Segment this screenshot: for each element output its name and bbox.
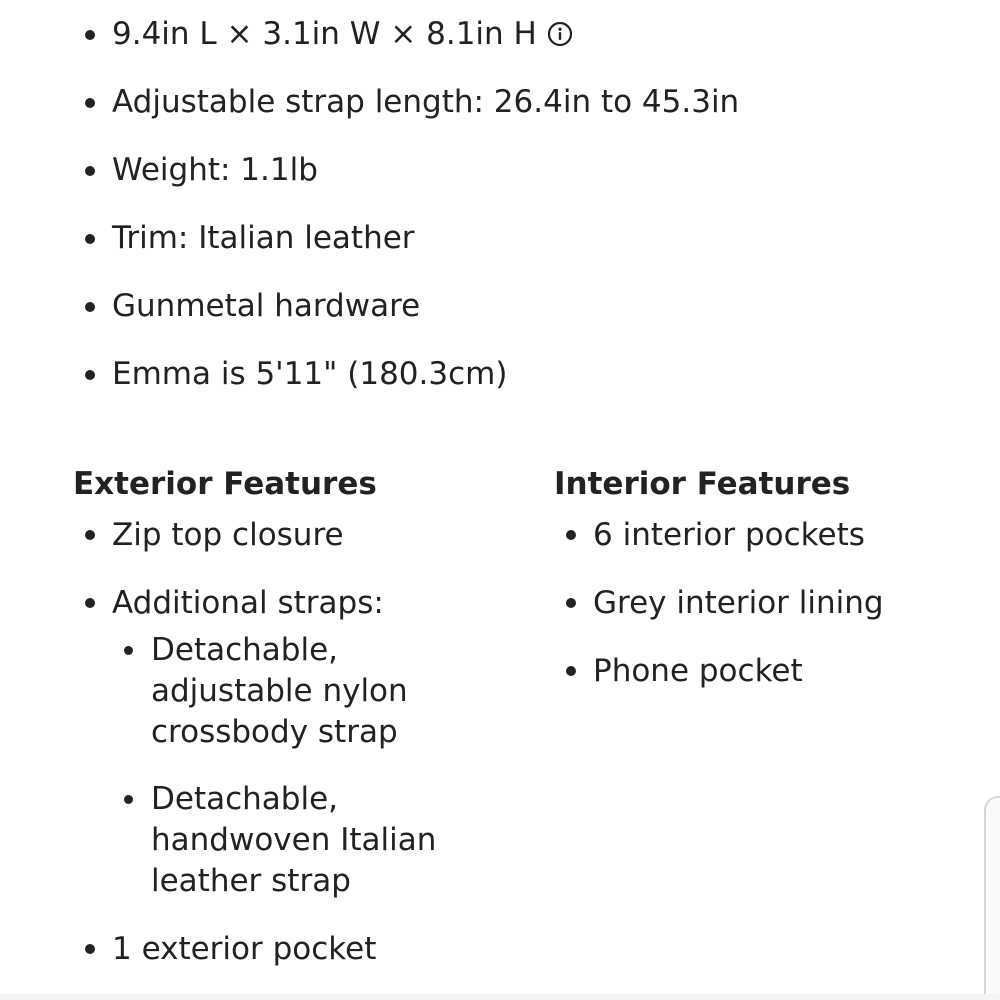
spec-weight bbox=[0, 144, 1000, 212]
product-specs-list bbox=[0, 8, 1000, 416]
exterior-feature-text: Zip top closure bbox=[112, 517, 344, 553]
interior-feature-text: Phone pocket bbox=[593, 653, 803, 689]
spec-strap-length-text: Adjustable strap length: 26.4in to 45.3in bbox=[112, 84, 740, 120]
exterior-feature-item bbox=[73, 928, 513, 970]
spec-strap-length bbox=[0, 76, 1000, 144]
interior-features-section bbox=[554, 462, 974, 718]
bullet-icon bbox=[566, 598, 576, 608]
bullet-icon bbox=[85, 302, 95, 312]
interior-feature-item bbox=[554, 582, 974, 624]
strap-option-item bbox=[112, 779, 451, 902]
bullet-icon bbox=[85, 98, 95, 108]
interior-features-list bbox=[554, 514, 974, 692]
bullet-icon bbox=[85, 530, 95, 540]
bottom-divider bbox=[0, 994, 1000, 1000]
interior-feature-text: 6 interior pockets bbox=[593, 517, 865, 553]
spec-dimensions-text: 9.4in L × 3.1in W × 8.1in H bbox=[112, 16, 537, 52]
floating-panel-edge[interactable] bbox=[984, 796, 1000, 1000]
spec-hardware bbox=[0, 280, 1000, 348]
interior-feature-item bbox=[554, 514, 974, 556]
bullet-icon bbox=[124, 646, 133, 655]
spec-hardware-text: Gunmetal hardware bbox=[112, 288, 421, 324]
bullet-icon bbox=[566, 666, 576, 676]
exterior-features-list bbox=[73, 514, 513, 970]
spec-model-height bbox=[0, 348, 1000, 416]
bullet-icon bbox=[85, 598, 95, 608]
spec-trim bbox=[0, 212, 1000, 280]
bullet-icon bbox=[566, 530, 576, 540]
exterior-feature-text: Additional straps: bbox=[112, 585, 384, 621]
info-icon[interactable] bbox=[547, 11, 573, 37]
bullet-icon bbox=[85, 370, 95, 380]
spec-model-height-text: Emma is 5'11" (180.3cm) bbox=[112, 356, 508, 392]
spec-dimensions bbox=[0, 8, 1000, 76]
spec-trim-text: Trim: Italian leather bbox=[112, 220, 415, 256]
bullet-icon bbox=[85, 30, 95, 40]
bullet-icon bbox=[85, 234, 95, 244]
exterior-feature-item bbox=[73, 514, 513, 556]
interior-features-heading: Interior Features bbox=[554, 466, 851, 502]
exterior-features-heading: Exterior Features bbox=[73, 466, 377, 502]
exterior-features-section bbox=[73, 462, 513, 996]
bullet-icon bbox=[85, 944, 95, 954]
interior-feature-item bbox=[554, 650, 974, 692]
exterior-feature-text: 1 exterior pocket bbox=[112, 931, 377, 967]
strap-option-item bbox=[112, 630, 451, 753]
exterior-feature-item bbox=[73, 582, 513, 902]
strap-option-text: Detachable, adjustable nylon crossbody strap bbox=[151, 632, 408, 750]
additional-straps-list bbox=[112, 630, 513, 902]
strap-option-text: Detachable, handwoven Italian leather strap bbox=[151, 781, 437, 899]
spec-weight-text: Weight: 1.1lb bbox=[112, 152, 318, 188]
bullet-icon bbox=[85, 166, 95, 176]
interior-feature-text: Grey interior lining bbox=[593, 585, 884, 621]
bullet-icon bbox=[124, 795, 133, 804]
